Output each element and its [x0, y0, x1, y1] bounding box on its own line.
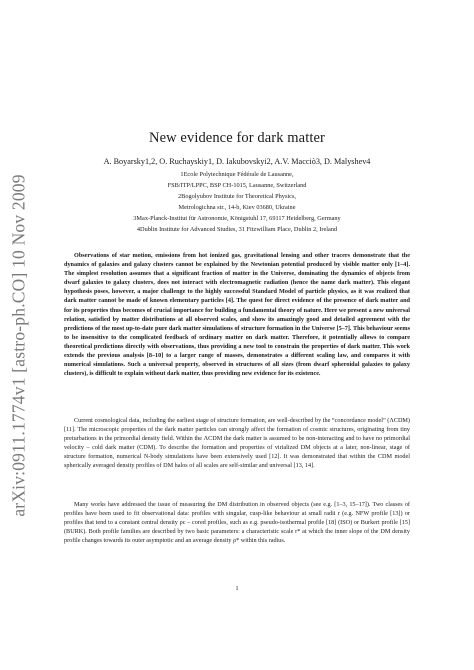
affiliation-line: FSB/ITP/LPPC, BSP CH-1015, Lausanne, Switzerland: [167, 182, 307, 189]
affiliation-line: 2Bogolyubov Institute for Theoretical Physics,: [178, 193, 296, 200]
page-number: 1: [235, 585, 239, 592]
affiliation-line: 4Dublin Institute for Advanced Studies, 31 Fitzwilliam Place, Dublin 2, Ireland: [136, 226, 338, 233]
author-list: A. Boyarsky1,2, O. Ruchayskiy1, D. Iakubovskyi2, A.V. Macciò3, D. Malyshev4: [103, 157, 371, 166]
body-paragraph: Many works have addressed the issue of measuring the DM distribution in observed objects (see e.g. [1–3, 15–17]). Two classes of profiles have been used to fit observational data: profiles with singular, cusp-like behaviour at small radii r (e.g. NFW profile [13]) or profiles that tend to a constant central density ρc – cored profiles, such as e.g. pseudo-isothermal profile [18] (ISO) or Burkert profile [15] (BURK). Both profile families are described by two basic parameters: a characteristic scale r* at which the inner slope of the DM density profile changes towards its outer asymptotic and an average density ρ* within this radius.: [64, 501, 410, 545]
body-paragraph: Current cosmological data, including the earliest stage of structure formation, are well-described by the “concordance model” (ΛCDM) [11]. The microscopic properties of the dark matter particles can strongly affect the formation of cosmic structures, originating from tiny preturbations in the primordial density field. Within the ΛCDM the dark matter is assumed to be non-interacting and to have no primordial velocity – cold dark matter (CDM). To describe the formation and properties of virialized DM objects at a later, non-linear, stage of structure formation, numerical N-body simulations have been extensively used [12]. It was demonstrated that within the CDM model spherically averaged density profiles of DM halos of all scales are self-similar and universal [13, 14].: [64, 417, 410, 470]
paper-title: New evidence for dark matter: [149, 130, 325, 146]
affiliation-line: 1Ecole Polytechnique Fédérale de Lausanne,: [180, 171, 294, 178]
arxiv-identifier-text: arXiv:0911.1774v1 [astro-ph.CO] 10 Nov 2009: [8, 173, 29, 517]
abstract: Observations of star motion, emissions from hot ionized gas, gravitational lensing and other tracers demonstrate that the dynamics of galaxies and galaxy clusters cannot be explained by the Newtonian potential produced by visible matter only [1–4]. The simplest resolution assumes that a significant fraction of matter in the Universe, dominating the dynamics of objects from dwarf galaxies to galaxy clusters, does not interact with electromagnetic radiation (hence the name dark matter). This elegant hypothesis poses, however, a major challenge to the highly successful Standard Model of particle physics, as it was realized that dark matter cannot be made of known elementary particles [4]. The quest for direct evidence of the presence of dark matter and for its properties thus becomes of crucial importance for building a fundamental theory of nature. Here we present a new universal relation, satisfied by matter distributions at all observed scales, and show its amazingly good and detailed agreement with the predictions of the most up-to-date pure dark matter simulations of structure formation in the Universe [5–7]. This behaviour seems to be insensitive to the complicated feedback of ordinary matter on dark matter. Therefore, it potentially allows to compare theoretical predictions directly with observations, thus providing a new tool to constrain the properties of dark matter. This work extends the previous analysis [8–10] to a larger range of masses, demonstrates a different scaling law, and compares it with numerical simulations. Such a universal property, observed in structures of all sizes (from dwarf spheroidal galaxies to galaxy clusters), is difficult to explain without dark matter, thus providing new evidence for its existence.: [64, 252, 410, 378]
affiliation-line: 3Max-Planck-Institut für Astronomie, Königstuhl 17, 69117 Heidelberg, Germany: [133, 215, 341, 222]
arxiv-identifier: [4, 145, 34, 545]
affiliation-line: Metrologichna str., 14-b, Kiev 03680, Ukraine: [178, 204, 296, 211]
